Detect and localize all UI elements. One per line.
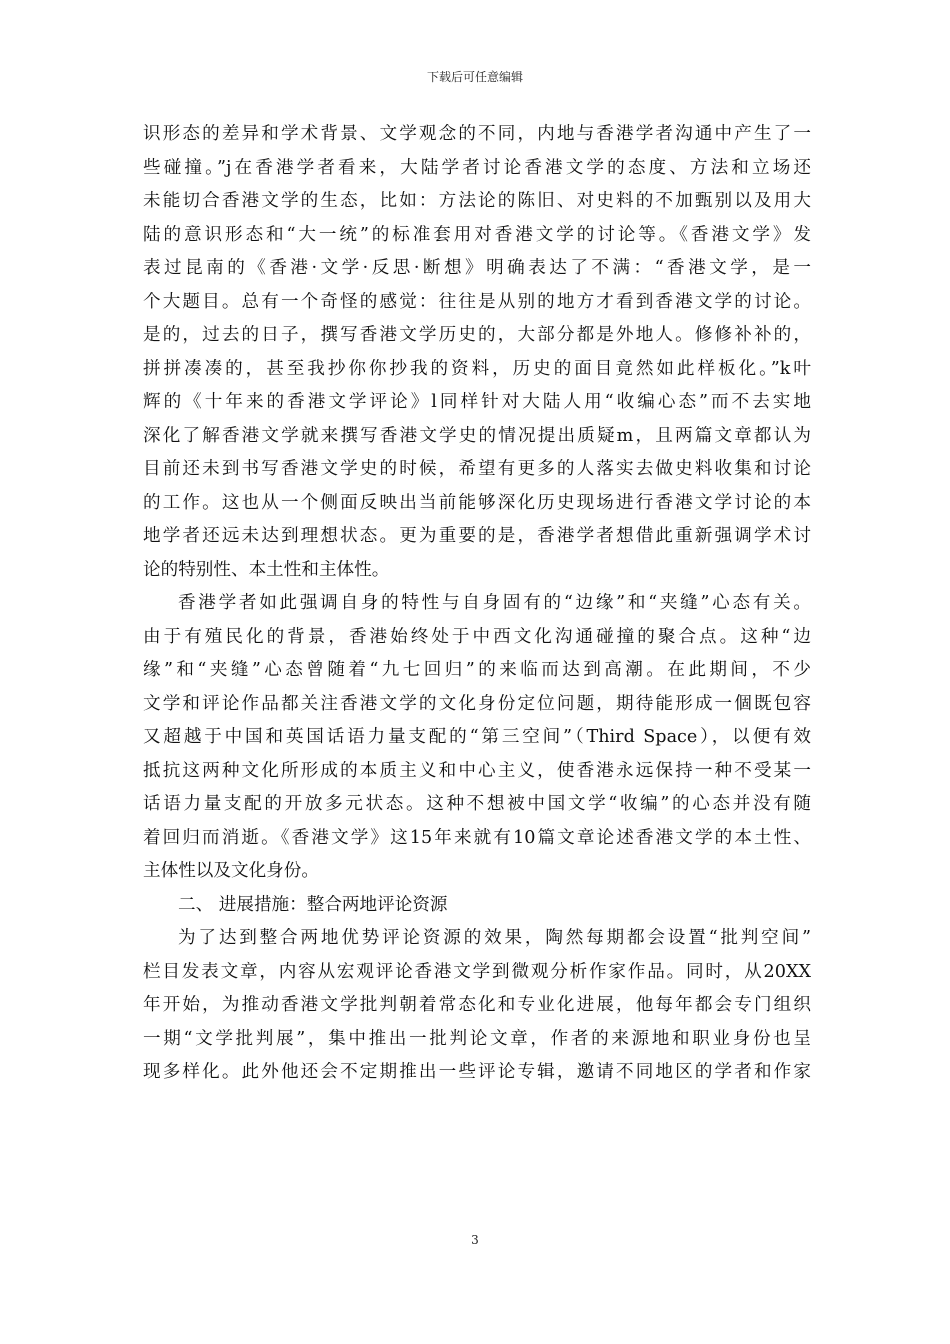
text-line: 辉的《十年来的香港文学评论》l同样针对大陆人用“收编心态”而不去实地	[143, 392, 811, 412]
text-line: 又超越于中国和英国话语力量支配的“第三空间”（Third Space），以便有效	[143, 727, 811, 747]
text-line: 深化了解香港文学就来撰写香港文学史的情况提出质疑m，且两篇文章都认为	[143, 425, 811, 446]
page-number: 3	[471, 1233, 479, 1247]
text-line: 未能切合香港文学的生态，比如：方法论的陈旧、对史料的不加甄别以及用大	[143, 191, 811, 211]
section-heading: 二、 进展措施：整合两地评论资源	[178, 894, 448, 915]
text-line: 陆的意识形态和“大一统”的标准套用对香港文学的讨论等。《香港文学》发	[143, 224, 811, 245]
text-line: 年开始，为推动香港文学批判朝着常态化和专业化进展，他每年都会专门组织	[143, 995, 811, 1015]
text-line: 抵抗这两种文化所形成的本质主义和中心主义，使香港永远保持一种不受某一	[143, 760, 811, 781]
text-line: 拼拼凑凑的，甚至我抄你你抄我的资料，历史的面目竟然如此样板化。”k叶	[143, 358, 811, 379]
text-line: 是的，过去的日子，撰写香港文学历史的，大部分都是外地人。修修补补的，	[143, 325, 811, 345]
text-line: 识形态的差异和学术背景、文学观念的不同，内地与香港学者沟通中产生了一	[143, 124, 811, 144]
text-line: 香港学者如此强调自身的特性与自身固有的“边缘”和“夹缝”心态有关。	[178, 593, 811, 613]
text-line: 地学者还远未达到理想状态。更为重要的是，香港学者想借此重新强调学术讨	[143, 526, 811, 546]
document-body	[143, 118, 811, 1090]
text-line: 一期“文学批判展”，集中推出一批判论文章，作者的来源地和职业身份也呈	[143, 1028, 811, 1049]
text-line: 文学和评论作品都关注香港文学的文化身份定位问题，期待能形成一個既包容	[143, 693, 811, 714]
text-line: 表过昆南的《香港·文学·反思·断想》明确表达了不满：“香港文学，是一	[143, 258, 811, 278]
text-line: 话语力量支配的开放多元状态。这种不想被中国文学“收编”的心态并没有随	[143, 794, 811, 814]
text-line: 论的特别性、本土性和主体性。	[143, 559, 390, 580]
text-line: 着回归而消逝。《香港文学》这15年来就有10篇文章论述香港文学的本土性、	[143, 827, 811, 848]
text-line: 由于有殖民化的背景，香港始终处于中西文化沟通碰撞的聚合点。这种“边	[143, 626, 811, 647]
text-line: 些碰撞。”j在香港学者看来，大陆学者讨论香港文学的态度、方法和立场还	[143, 157, 811, 178]
text-line: 目前还未到书写香港文学史的时候，希望有更多的人落实去做史料收集和讨论	[143, 459, 811, 479]
text-line: 现多样化。此外他还会不定期推出一些评论专辑，邀请不同地区的学者和作家	[143, 1062, 811, 1082]
text-line: 个大题目。总有一个奇怪的感觉：往往是从别的地方才看到香港文学的讨论。	[143, 291, 811, 312]
page-header: 下载后可任意编辑	[426, 70, 523, 84]
text-line: 为了达到整合两地优势评论资源的效果，陶然每期都会设置“批判空间”	[178, 928, 811, 948]
text-line: 缘”和“夹缝”心态曾随着“九七回归”的来临而达到高潮。在此期间，不少	[143, 660, 811, 680]
text-line: 栏目发表文章，内容从宏观评论香港文学到微观分析作家作品。同时，从20XX	[143, 961, 811, 982]
text-line: 主体性以及文化身份。	[143, 861, 319, 881]
text-line: 的工作。这也从一个侧面反映出当前能够深化历史现场进行香港文学讨论的本	[143, 492, 811, 513]
